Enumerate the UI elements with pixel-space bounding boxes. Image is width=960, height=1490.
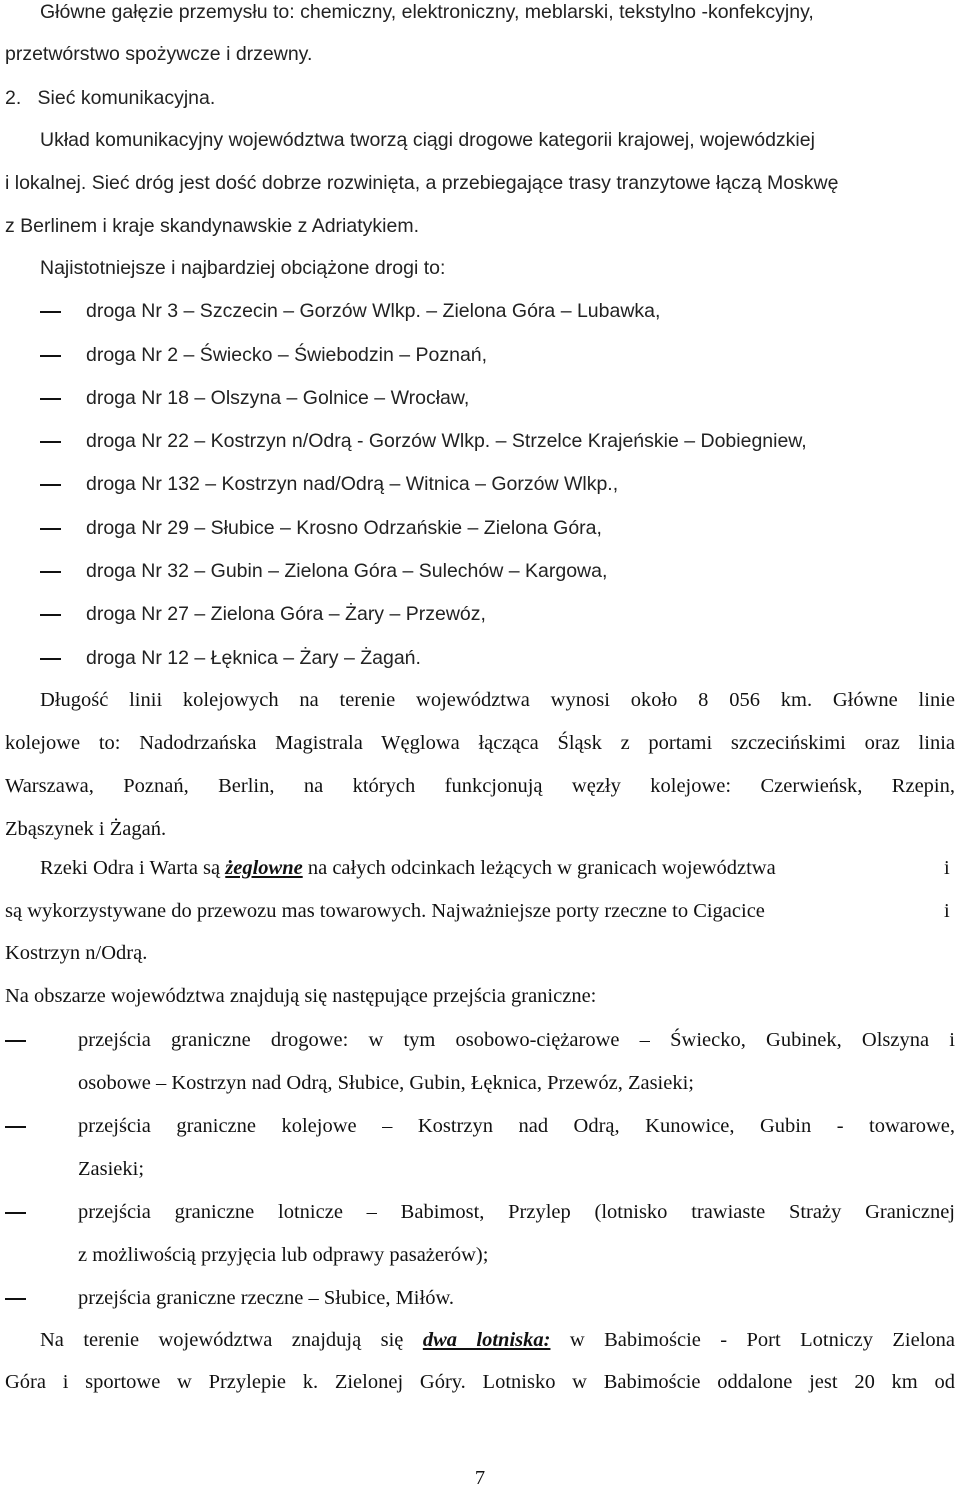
rail-line-1-text: Długość linii kolejowych na terenie województwa wynosi około 8 056 km. Główne linie [40, 689, 955, 711]
roads-intro: Najistotniejsze i najbardziej obciążone drogi to: [40, 257, 446, 279]
list-dash [5, 1298, 26, 1300]
rivers-line-1-end: na całych odcinkach leżących w granicach województwa [302, 857, 776, 879]
page-number: 7 [474, 1467, 486, 1489]
list-dash [40, 398, 61, 400]
rivers-line-2-trailing: i [944, 900, 950, 922]
list-dash [5, 1212, 26, 1214]
list-item: droga Nr 32 – Gubin – Zielona Góra – Sulechów – Kargowa, [86, 560, 608, 582]
list-dash [40, 441, 61, 443]
list-item: droga Nr 22 – Kostrzyn n/Odrą - Gorzów Wlkp. – Strzelce Krajeńskie – Dobiegniew, [86, 430, 807, 452]
airports-line-1 [40, 1328, 955, 1352]
list-item-continuation: Zasieki; [78, 1158, 145, 1180]
intro-line-2: przetwórstwo spożywcze i drzewny. [5, 43, 313, 65]
rivers-line-2: są wykorzystywane do przewozu mas towarowych. Najważniejsze porty rzeczne to Cigacice [5, 900, 765, 922]
list-item: droga Nr 3 – Szczecin – Gorzów Wlkp. – Zielona Góra – Lubawka, [86, 300, 661, 322]
list-item: droga Nr 29 – Słubice – Krosno Odrzańskie – Zielona Góra, [86, 517, 602, 539]
list-dash [40, 658, 61, 660]
airports-line-1-end: w Babimoście - Port Lotniczy Zielona [550, 1329, 956, 1351]
list-dash [40, 484, 61, 486]
list-item: droga Nr 132 – Kostrzyn nad/Odrą – Witnica – Gorzów Wlkp., [86, 473, 619, 495]
list-item: przejścia graniczne kolejowe – Kostrzyn nad Odrą, Kunowice, Gubin - towarowe, [78, 1115, 955, 1137]
list-item: droga Nr 12 – Łęknica – Żary – Żagań. [86, 647, 421, 669]
list-item: droga Nr 2 – Świecko – Świebodzin – Poznań, [86, 344, 488, 366]
rail-line-1 [40, 688, 955, 712]
list-item: przejścia graniczne lotnicze – Babimost, Przylep (lotnisko trawiaste Straży Granicznej [78, 1201, 955, 1223]
airports-line-2: Góra i sportowe w Przylepie k. Zielonej Góry. Lotnisko w Babimoście oddalone jest 20 km od [5, 1371, 955, 1393]
list-dash [40, 355, 61, 357]
list-dash [40, 528, 61, 530]
list-item: przejścia graniczne rzeczne – Słubice, Miłów. [78, 1287, 455, 1309]
rivers-line-1-trailing: i [944, 857, 950, 879]
section-heading: 2. Sieć komunikacyjna. [5, 87, 216, 109]
border-intro: Na obszarze województwa znajdują się następujące przejścia graniczne: [5, 985, 597, 1007]
list-dash [40, 311, 61, 313]
list-item-continuation: z możliwością przyjęcia lub odprawy pasażerów); [78, 1244, 489, 1266]
section-paragraph-line-3: z Berlinem i kraje skandynawskie z Adriatykiem. [5, 215, 419, 237]
airports-line-1-start: Na terenie województwa znajdują się [40, 1329, 423, 1351]
list-dash [40, 571, 61, 573]
rivers-line-1 [40, 856, 776, 880]
airports-emphasis: dwa lotniska: [422, 1329, 551, 1351]
rivers-line-3: Kostrzyn n/Odrą. [5, 942, 148, 964]
list-item: droga Nr 27 – Zielona Góra – Żary – Przewóz, [86, 603, 486, 625]
intro-line-1: Główne gałęzie przemysłu to: chemiczny, elektroniczny, meblarski, tekstylno -konfekcyjny, [40, 1, 814, 23]
list-dash [40, 614, 61, 616]
rail-line-3: Warszawa, Poznań, Berlin, na których funkcjonują węzły kolejowe: Czerwieńsk, Rzepin, [5, 775, 955, 797]
rail-line-2: kolejowe to: Nadodrzańska Magistrala Węglowa łącząca Śląsk z portami szczecińskimi oraz linia [5, 732, 955, 754]
list-dash [5, 1040, 26, 1042]
list-item: przejścia graniczne drogowe: w tym osobowo-ciężarowe – Świecko, Gubinek, Olszyna i [78, 1029, 955, 1051]
list-item: droga Nr 18 – Olszyna – Golnice – Wrocław, [86, 387, 470, 409]
rail-line-4: Zbąszynek i Żagań. [5, 818, 167, 840]
rivers-line-1-start: Rzeki Odra i Warta są [40, 857, 226, 879]
section-paragraph-line-2: i lokalnej. Sieć dróg jest dość dobrze rozwinięta, a przebiegające trasy tranzytowe łączą Moskwę [5, 172, 839, 194]
list-dash [5, 1126, 26, 1128]
list-item-continuation: osobowe – Kostrzyn nad Odrą, Słubice, Gubin, Łęknica, Przewóz, Zasieki; [78, 1072, 694, 1094]
rivers-emphasis: żeglowne [225, 857, 303, 879]
section-paragraph-line-1: Układ komunikacyjny województwa tworzą ciągi drogowe kategorii krajowej, wojewódzkiej [40, 129, 815, 151]
